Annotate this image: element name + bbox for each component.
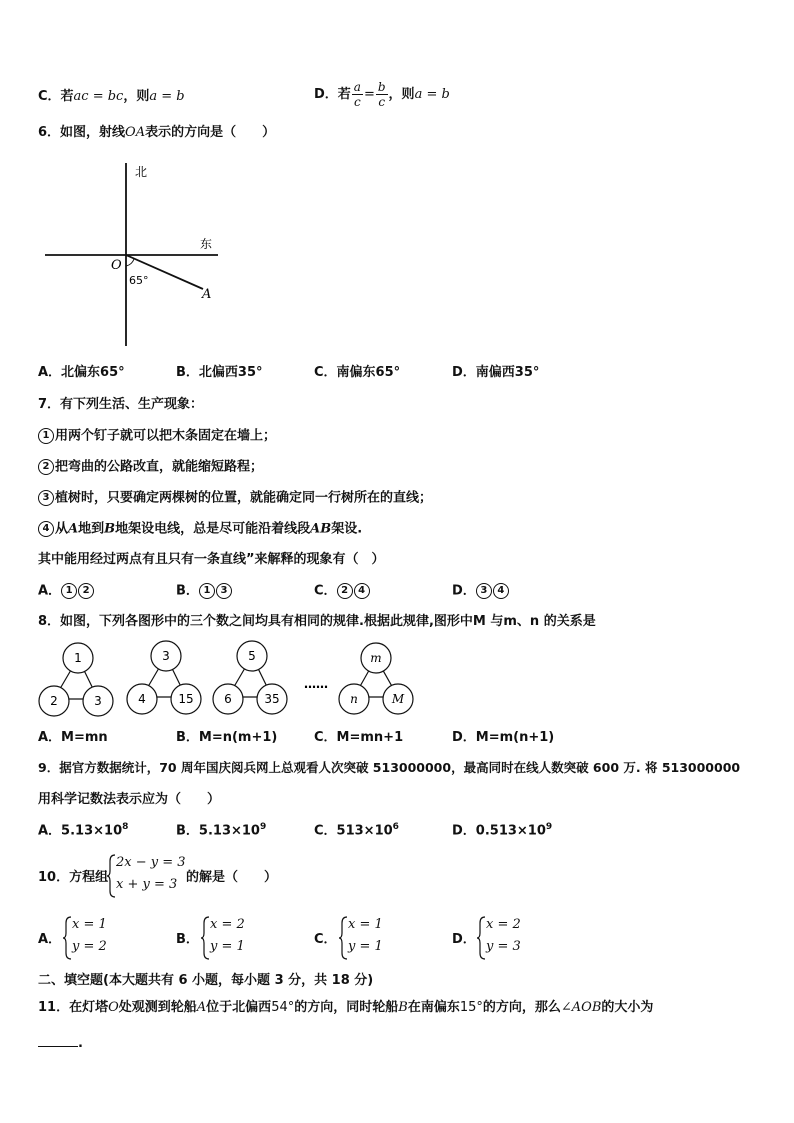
q10-tail: 的解是（ ）	[186, 870, 278, 885]
t2-left: 4	[138, 692, 146, 706]
triangle-2	[127, 641, 201, 714]
q7-item-2: 2 把弯曲的公路改直，就能缩短路程；	[38, 459, 263, 475]
q7-question: 其中能用经过两点有且只有一条直线”来解释的现象有（ ）	[38, 552, 385, 567]
triangle-general	[339, 643, 413, 714]
q10-option-a-label: A．	[38, 932, 62, 947]
ellipsis: ……	[304, 677, 328, 691]
tg-top: m	[370, 651, 382, 665]
q8-stem: 8．如图，下列各图形中的三个数之间均具有相同的规律.根据此规律,图形中M 与m、n 的关系是	[38, 614, 596, 629]
q10-label: 10．方程组	[38, 870, 109, 885]
t2-right: 15	[178, 692, 194, 706]
t3-right: 35	[264, 692, 280, 706]
q7-item-1: 1 用两个钉子就可以把木条固定在墙上；	[38, 428, 276, 444]
q10-option-c-label: C．	[314, 932, 337, 947]
t1-left: 2	[50, 694, 58, 708]
q6-stem: 6．如图，射线OA表示的方向是（ ）	[38, 125, 276, 140]
q7-option-b: B． 1 3	[176, 583, 233, 599]
tg-left: n	[350, 692, 358, 706]
t1-right: 3	[94, 694, 102, 708]
q8-option-b: B．M=n(m+1)	[176, 730, 278, 745]
triangle-1	[39, 643, 113, 716]
q6-direction-figure	[40, 158, 240, 348]
t3-top: 5	[248, 649, 256, 663]
q6-option-d: D．南偏西35°	[452, 365, 540, 380]
q5-option-d: D．若 $\frac{a}{c}$ = $\frac{b}{c}$ ，则a = b	[314, 80, 450, 109]
north-label: 北	[135, 165, 148, 179]
origin-label: O	[111, 258, 122, 273]
q6-option-b: B．北偏西35°	[176, 365, 263, 380]
q7-option-a: A． 1 2	[38, 583, 95, 599]
q9-option-c: C．$513\times 10^6$	[314, 822, 399, 839]
q7-item-4: 4 从A地到B地架设电线，总是尽可能沿着线段AB架设.	[38, 521, 362, 537]
q6-option-c: C．南偏东65°	[314, 365, 401, 380]
q9-line-2: 用科学记数法表示应为（ ）	[38, 792, 221, 807]
east-label: 东	[200, 237, 213, 251]
q6-option-a: A．北偏东65°	[38, 365, 125, 380]
q7-option-d: D． 3 4	[452, 583, 510, 599]
ray-label: A	[202, 287, 212, 302]
angle-label: 65°	[129, 274, 149, 287]
q8-triangle-figure	[36, 640, 426, 722]
tg-right: M	[391, 692, 405, 706]
q7-stem: 7．有下列生活、生产现象：	[38, 397, 204, 412]
q10-option-d-system: x = 2 y = 3	[476, 915, 536, 961]
q10-option-c-system: x = 1 y = 1	[338, 915, 398, 961]
q10-option-d-label: D．	[452, 932, 476, 947]
t3-left: 6	[224, 692, 232, 706]
t2-top: 3	[162, 649, 170, 663]
q11-stem: 11．在灯塔O处观测到轮船A位于北偏西54°的方向，同时轮船B在南偏东15°的方向，那么∠AOB的大小为	[38, 1000, 654, 1015]
q9-option-d: D．$0.513\times 10^9$	[452, 822, 553, 839]
q8-option-a: A．M=mn	[38, 730, 108, 745]
q9-option-b: B．$5.13\times 10^9$	[176, 822, 267, 839]
q8-option-d: D．M=m(n+1)	[452, 730, 555, 745]
q9-line-1: 9．据官方数据统计，70 周年国庆阅兵网上总观看人次突破 513000000，最高同时在线人数突破 600 万. 将 513000000	[38, 760, 741, 775]
q10-system: 2x − y = 3 x + y = 3	[106, 853, 186, 899]
q11-answer-blank[interactable]: .	[38, 1034, 83, 1050]
q7-item-3: 3 植树时，只要确定两棵树的位置，就能确定同一行树所在的直线；	[38, 490, 432, 506]
angle-arc	[126, 259, 134, 266]
q10-option-b-system: x = 2 y = 1	[200, 915, 260, 961]
triangle-3	[213, 641, 287, 714]
q10-option-b-label: B．	[176, 932, 199, 947]
q10-option-a-system: x = 1 y = 2	[62, 915, 122, 961]
q8-option-c: C．M=mn+1	[314, 730, 404, 745]
section-2-heading: 二、填空题(本大题共有 6 小题，每小题 3 分，共 18 分)	[38, 973, 374, 988]
t1-top: 1	[74, 651, 82, 665]
q5-option-c: C．若ac = bc，则a = b	[38, 89, 185, 104]
q7-option-c: C． 2 4	[314, 583, 371, 599]
q9-option-a: A．$5.13\times 10^8$	[38, 822, 129, 839]
